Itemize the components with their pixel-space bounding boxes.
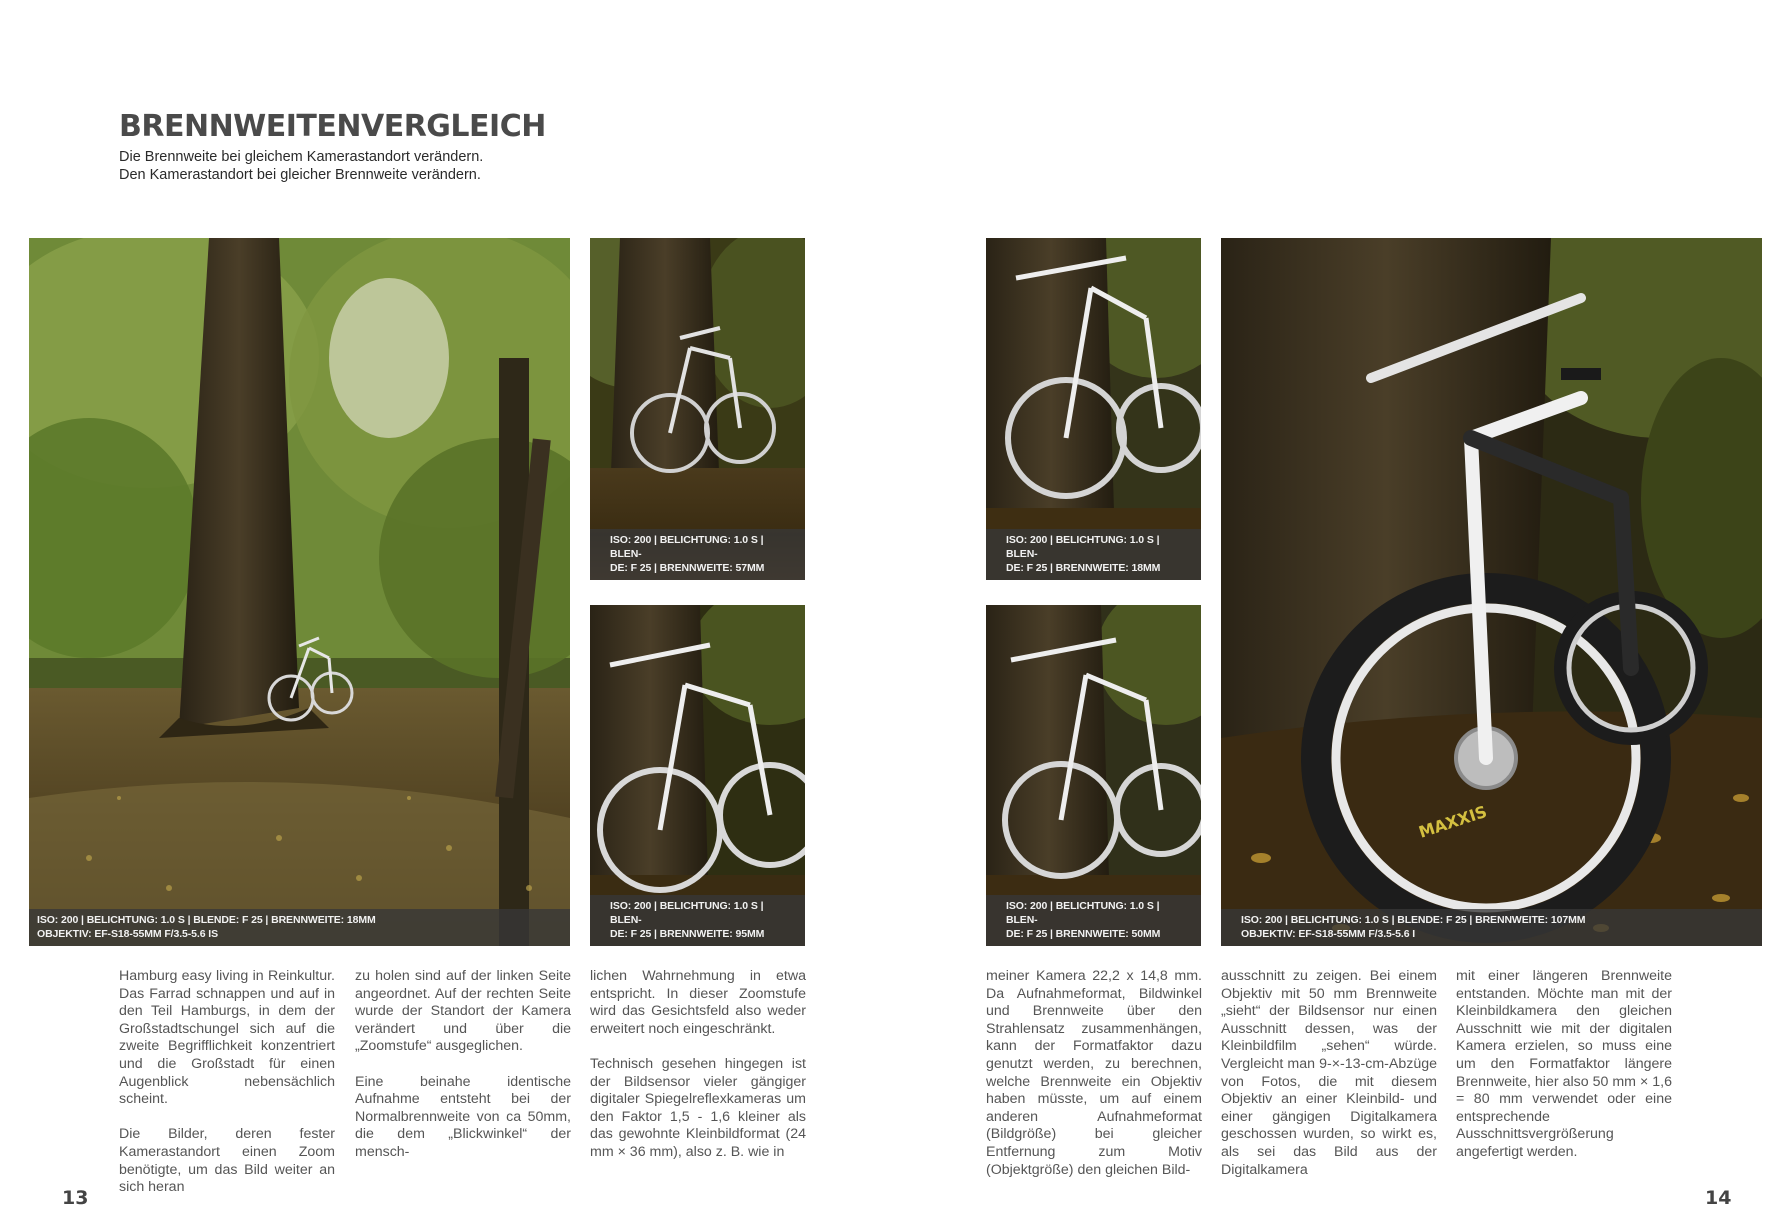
photo-caption: ISO: 200 | BELICHTUNG: 1.0 S | BLENDE: F 25 | BRENNWEITE: 107MM OBJEKTIV: EF-S18-55MM F/3.5-5.6 I: [1221, 909, 1762, 946]
photo-caption: ISO: 200 | BELICHTUNG: 1.0 S | BLEN- DE: F 25 | BRENNWEITE: 50MM: [986, 895, 1201, 946]
text-column-3: [590, 968, 806, 1162]
text-column-1: [119, 968, 335, 1197]
photo-bike-107mm: [1221, 238, 1762, 946]
photo-bike-18mm-close: [986, 238, 1201, 580]
page-number-right: 14: [1705, 1187, 1732, 1209]
subtitle-line-2: Den Kamerastandort bei gleicher Brennweite verändern.: [119, 167, 481, 183]
page-number-left: 13: [62, 1187, 89, 1209]
paragraph: lichen Wahrnehmung in etwa entspricht. In dieser Zoomstufe wird das Gesichtsfeld also weder erweitert noch eingeschränkt.: [590, 968, 806, 1037]
text-column-2: [355, 968, 571, 1162]
photo-caption: ISO: 200 | BELICHTUNG: 1.0 S | BLEN- DE: F 25 | BRENNWEITE: 95MM: [590, 895, 805, 946]
photo-forest-wide: [29, 238, 570, 946]
paragraph: zu holen sind auf der linken Seite angeordnet. Auf der rechten Seite wurde der Standort der Kamera verändert und über die „Zoomstufe“ ausgeglichen.: [355, 968, 571, 1055]
text-column-4: [986, 968, 1202, 1179]
text-column-5: [1221, 968, 1437, 1179]
photo-bike-50mm: [986, 605, 1201, 946]
photo-caption: ISO: 200 | BELICHTUNG: 1.0 S | BLEN- DE: F 25 | BRENNWEITE: 18MM: [986, 529, 1201, 580]
photo-bike-57mm: [590, 238, 805, 580]
paragraph: Die Bilder, deren fester Kamerastandort einen Zoom benötigte, um das Bild weiter an sich heran: [119, 1126, 335, 1196]
paragraph: Eine beinahe identische Aufnahme entsteht bei der Normalbrennweite von ca 50mm, die dem „Blickwinkel“ der mensch-: [355, 1073, 571, 1160]
paragraph: Technisch gesehen hingegen ist der Bildsensor vieler gängiger digitaler Spiegelreflexkameras um den Faktor 1,5 - 1,6 kleiner als das gewohnte Kleinbildformat (24 mm × 36 mm), also z. B. wie in: [590, 1055, 806, 1160]
photo-caption: ISO: 200 | BELICHTUNG: 1.0 S | BLENDE: F 25 | BRENNWEITE: 18MM OBJEKTIV: EF-S18-55MM F/3.5-5.6 IS: [29, 909, 570, 946]
paragraph: mit einer längeren Brennweite entstanden. Möchte man mit der Kleinbildkamera den gleichen Ausschnitt wie mit der digitalen Kamera erzielen, so muss eine um den Formatfaktor längere Brennweite, hier also 50 mm × 1,6 = 80 mm verwendet oder eine entsprechende Ausschnittsvergrößerung angefertigt werden.: [1456, 968, 1672, 1160]
paragraph: meiner Kamera 22,2 x 14,8 mm. Da Aufnahmeformat, Bildwinkel und Brennweite über den Strahlensatz zusammenhängen, kann der Formatfaktor dazu genutzt werden, zu berechnen, welche Brennweite ein Objektiv haben müsste, um auf einem anderen Aufnahmeformat (Bildgröße) bei gleicher Entfernung zum Motiv (Objektgröße) den gleichen Bild-: [986, 968, 1202, 1178]
paragraph: Hamburg easy living in Reinkultur. Das Farrad schnappen und auf in den Teil Hamburgs, in dem der Großstadtschungel sich auf die zweite Begrifflichkeit konzentriert und die Großstadt für einen Augenblick nebensächlich scheint.: [119, 968, 335, 1108]
tire-brand-text: MAXXIS: [1416, 801, 1490, 842]
photo-caption: ISO: 200 | BELICHTUNG: 1.0 S | BLEN- DE: F 25 | BRENNWEITE: 57MM: [590, 529, 805, 580]
spread-title: BRENNWEITENVERGLEICH: [119, 109, 546, 144]
text-column-6: [1456, 968, 1672, 1162]
paragraph: ausschnitt zu zeigen. Bei einem Objektiv mit 50 mm Brennweite „sieht“ der Bildsensor nur einen Ausschnitt dessen, was der Kleinbildfilm „sehen“ würde. Vergleicht man 9-×-13-cm-Abzüge von Fotos, die mit diesem Objektiv an einer Kleinbild- und einer gängigen Digitalkamera geschossen wurden, so wirkt es, als sei das Bild aus der Digitalkamera: [1221, 968, 1437, 1178]
subtitle-line-1: Die Brennweite bei gleichem Kamerastandort verändern.: [119, 149, 484, 165]
photo-bike-95mm: [590, 605, 805, 946]
